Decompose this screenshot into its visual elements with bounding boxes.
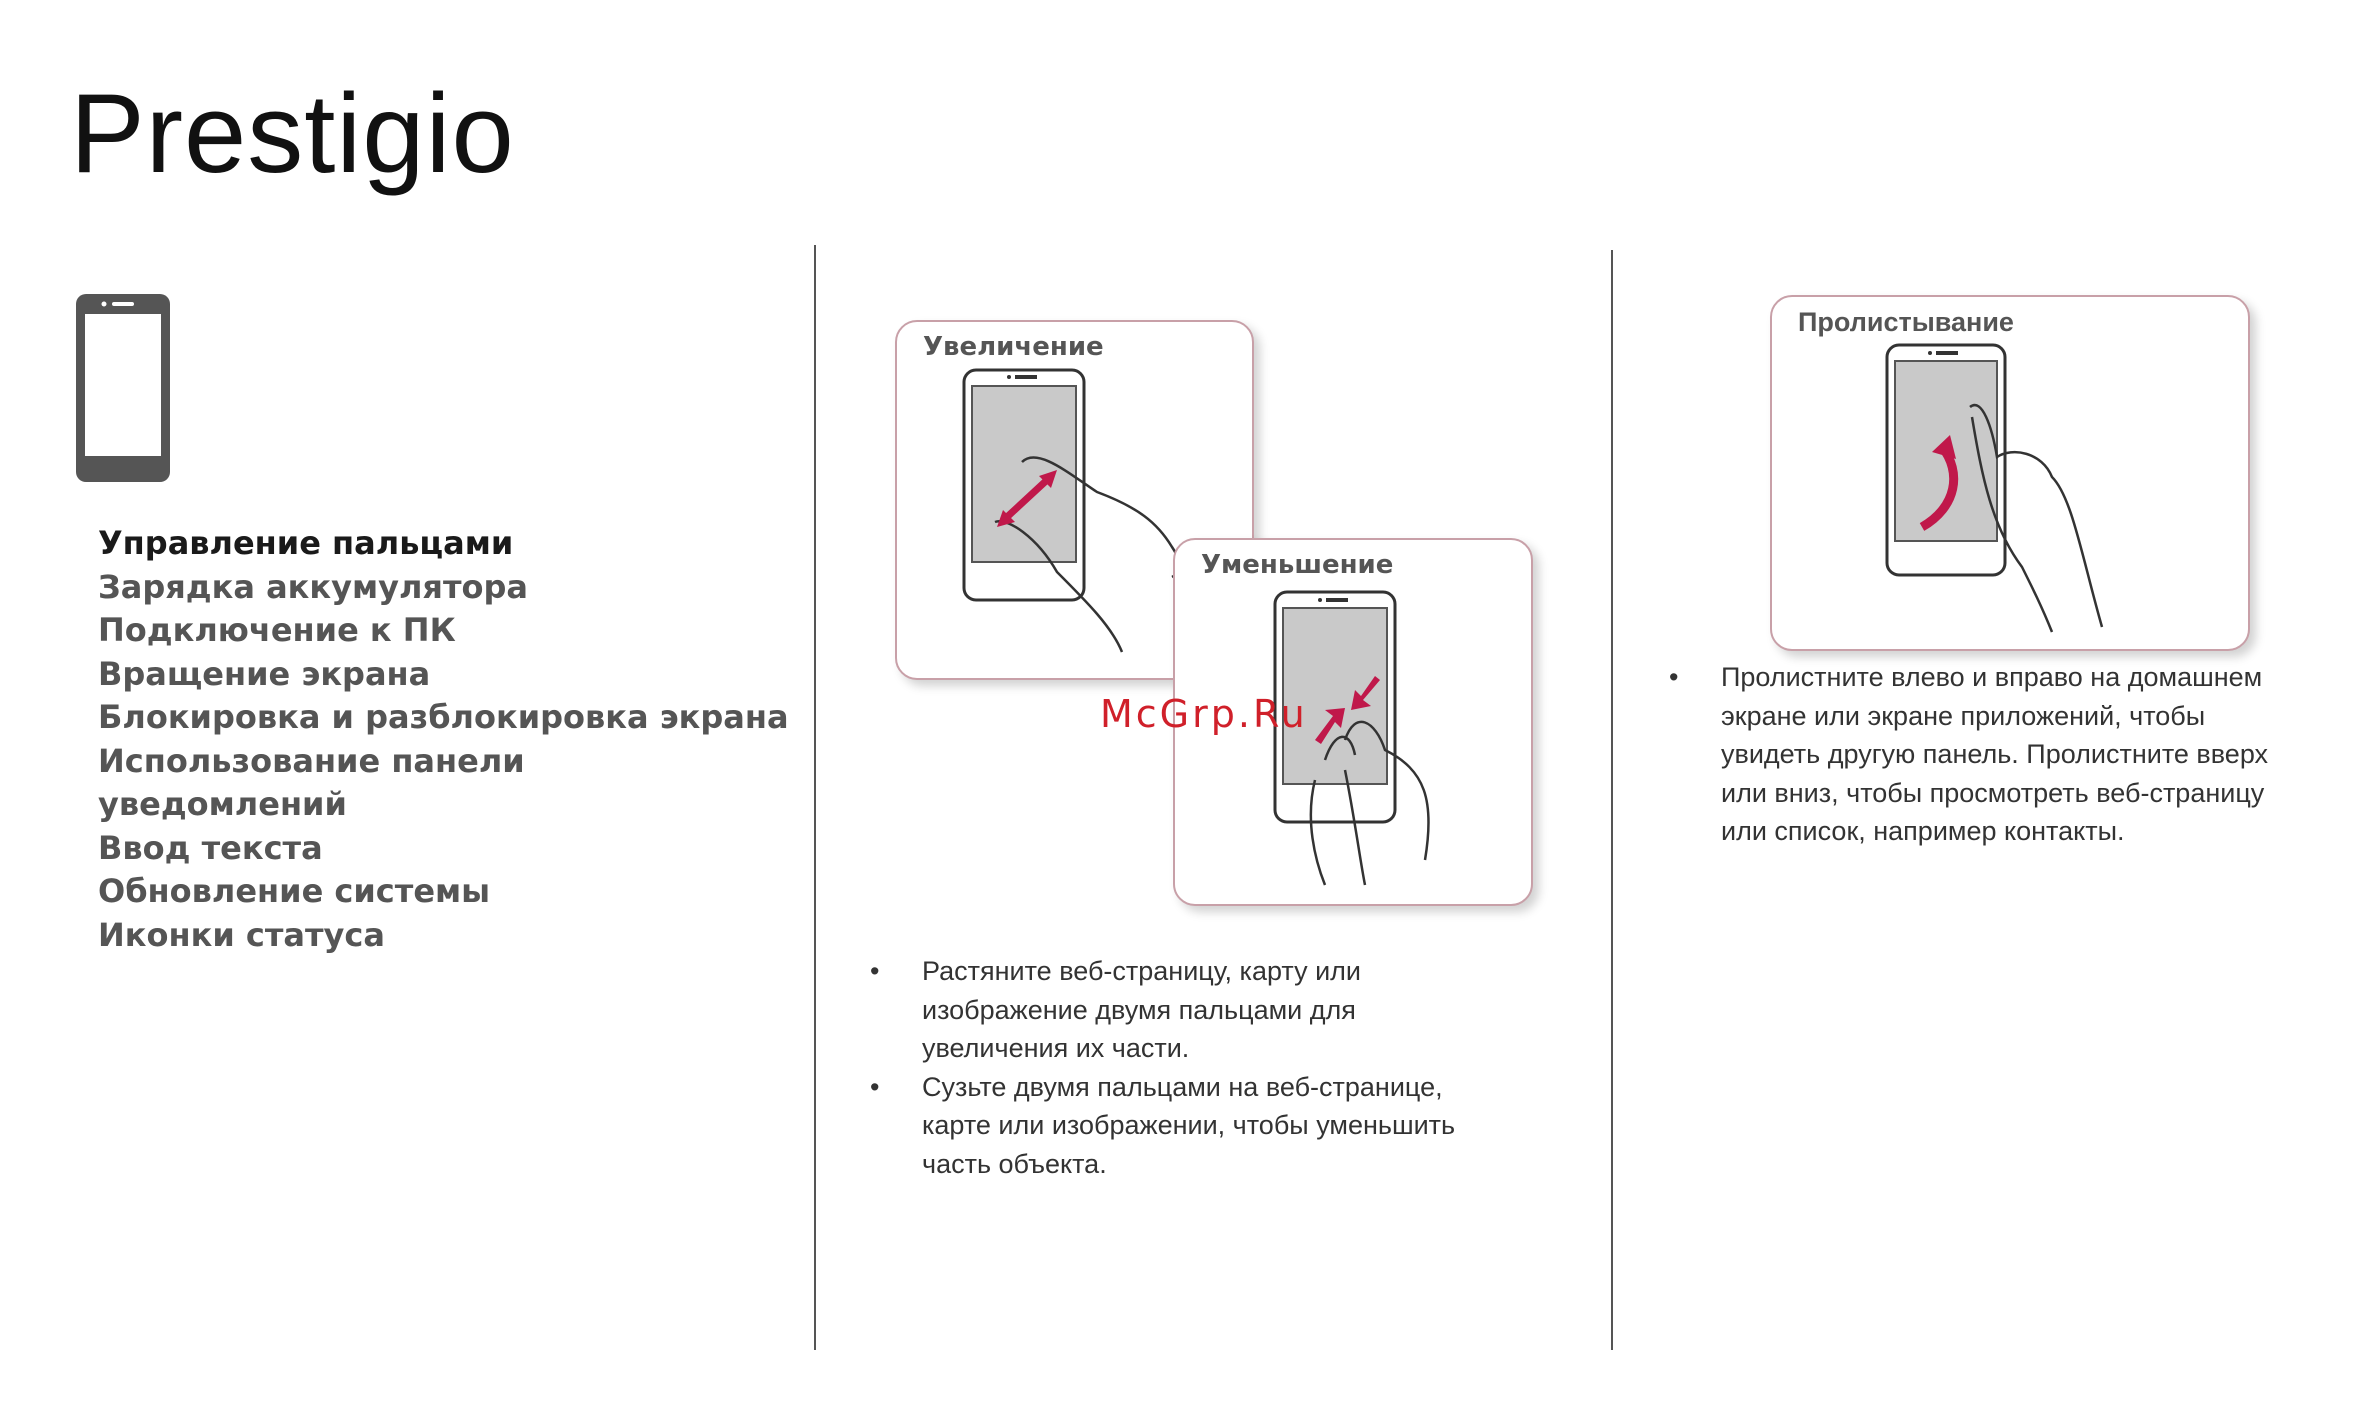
- sidebar-item-screen-lock[interactable]: Блокировка и разблокировка экрана: [98, 698, 789, 736]
- swipe-illustration: [1770, 295, 2250, 651]
- swipe-instructions: [1669, 658, 2361, 851]
- sidebar-item-system-update[interactable]: Обновление системы: [98, 872, 491, 910]
- bullet-item: • Сузьте двумя пальцами на веб-странице, карте или изображении, чтобы уменьшить часть объекта.: [870, 1071, 1456, 1179]
- watermark: McGrp.Ru: [1100, 692, 1308, 736]
- sidebar-item-finger-control[interactable]: Управление пальцами: [98, 524, 514, 562]
- sidebar-item-notification-panel[interactable]: Использование панели: [98, 741, 525, 780]
- sidebar-item-notification-panel-cont[interactable]: уведомлений: [98, 785, 347, 823]
- swipe-title: Пролистывание: [1798, 307, 2014, 337]
- zoom-instructions: [870, 952, 1562, 1183]
- bullet-item: • Растяните веб-страницу, карту или изображение двумя пальцами для увеличения их части.: [870, 956, 1361, 1063]
- smartphone-icon: [74, 292, 172, 484]
- sidebar-item-battery-charging[interactable]: Зарядка аккумулятора: [98, 567, 528, 606]
- sidebar-item-status-icons[interactable]: Иконки статуса: [98, 915, 385, 954]
- zoom-in-title: Увеличение: [923, 332, 1104, 362]
- swipe-gesture-icon: [1772, 297, 2248, 649]
- column-divider: [1611, 250, 1613, 1350]
- sidebar-item-text-input[interactable]: Ввод текста: [98, 828, 323, 867]
- bullet-item: • Пролистните влево и вправо на домашнем экране или экране приложений, чтобы увидеть другую панель. Пролистните вверх или вниз, чтобы просмотреть веб-страницу или список, например контакты.: [1669, 662, 2269, 846]
- sidebar-item-pc-connection[interactable]: Подключение к ПК: [98, 611, 456, 649]
- column-divider: [814, 245, 816, 1350]
- sidebar-menu: [98, 522, 789, 957]
- prestigio-logo: Prestigio: [70, 71, 515, 196]
- sidebar-item-screen-rotation[interactable]: Вращение экрана: [98, 654, 431, 693]
- zoom-out-title: Уменьшение: [1201, 550, 1394, 580]
